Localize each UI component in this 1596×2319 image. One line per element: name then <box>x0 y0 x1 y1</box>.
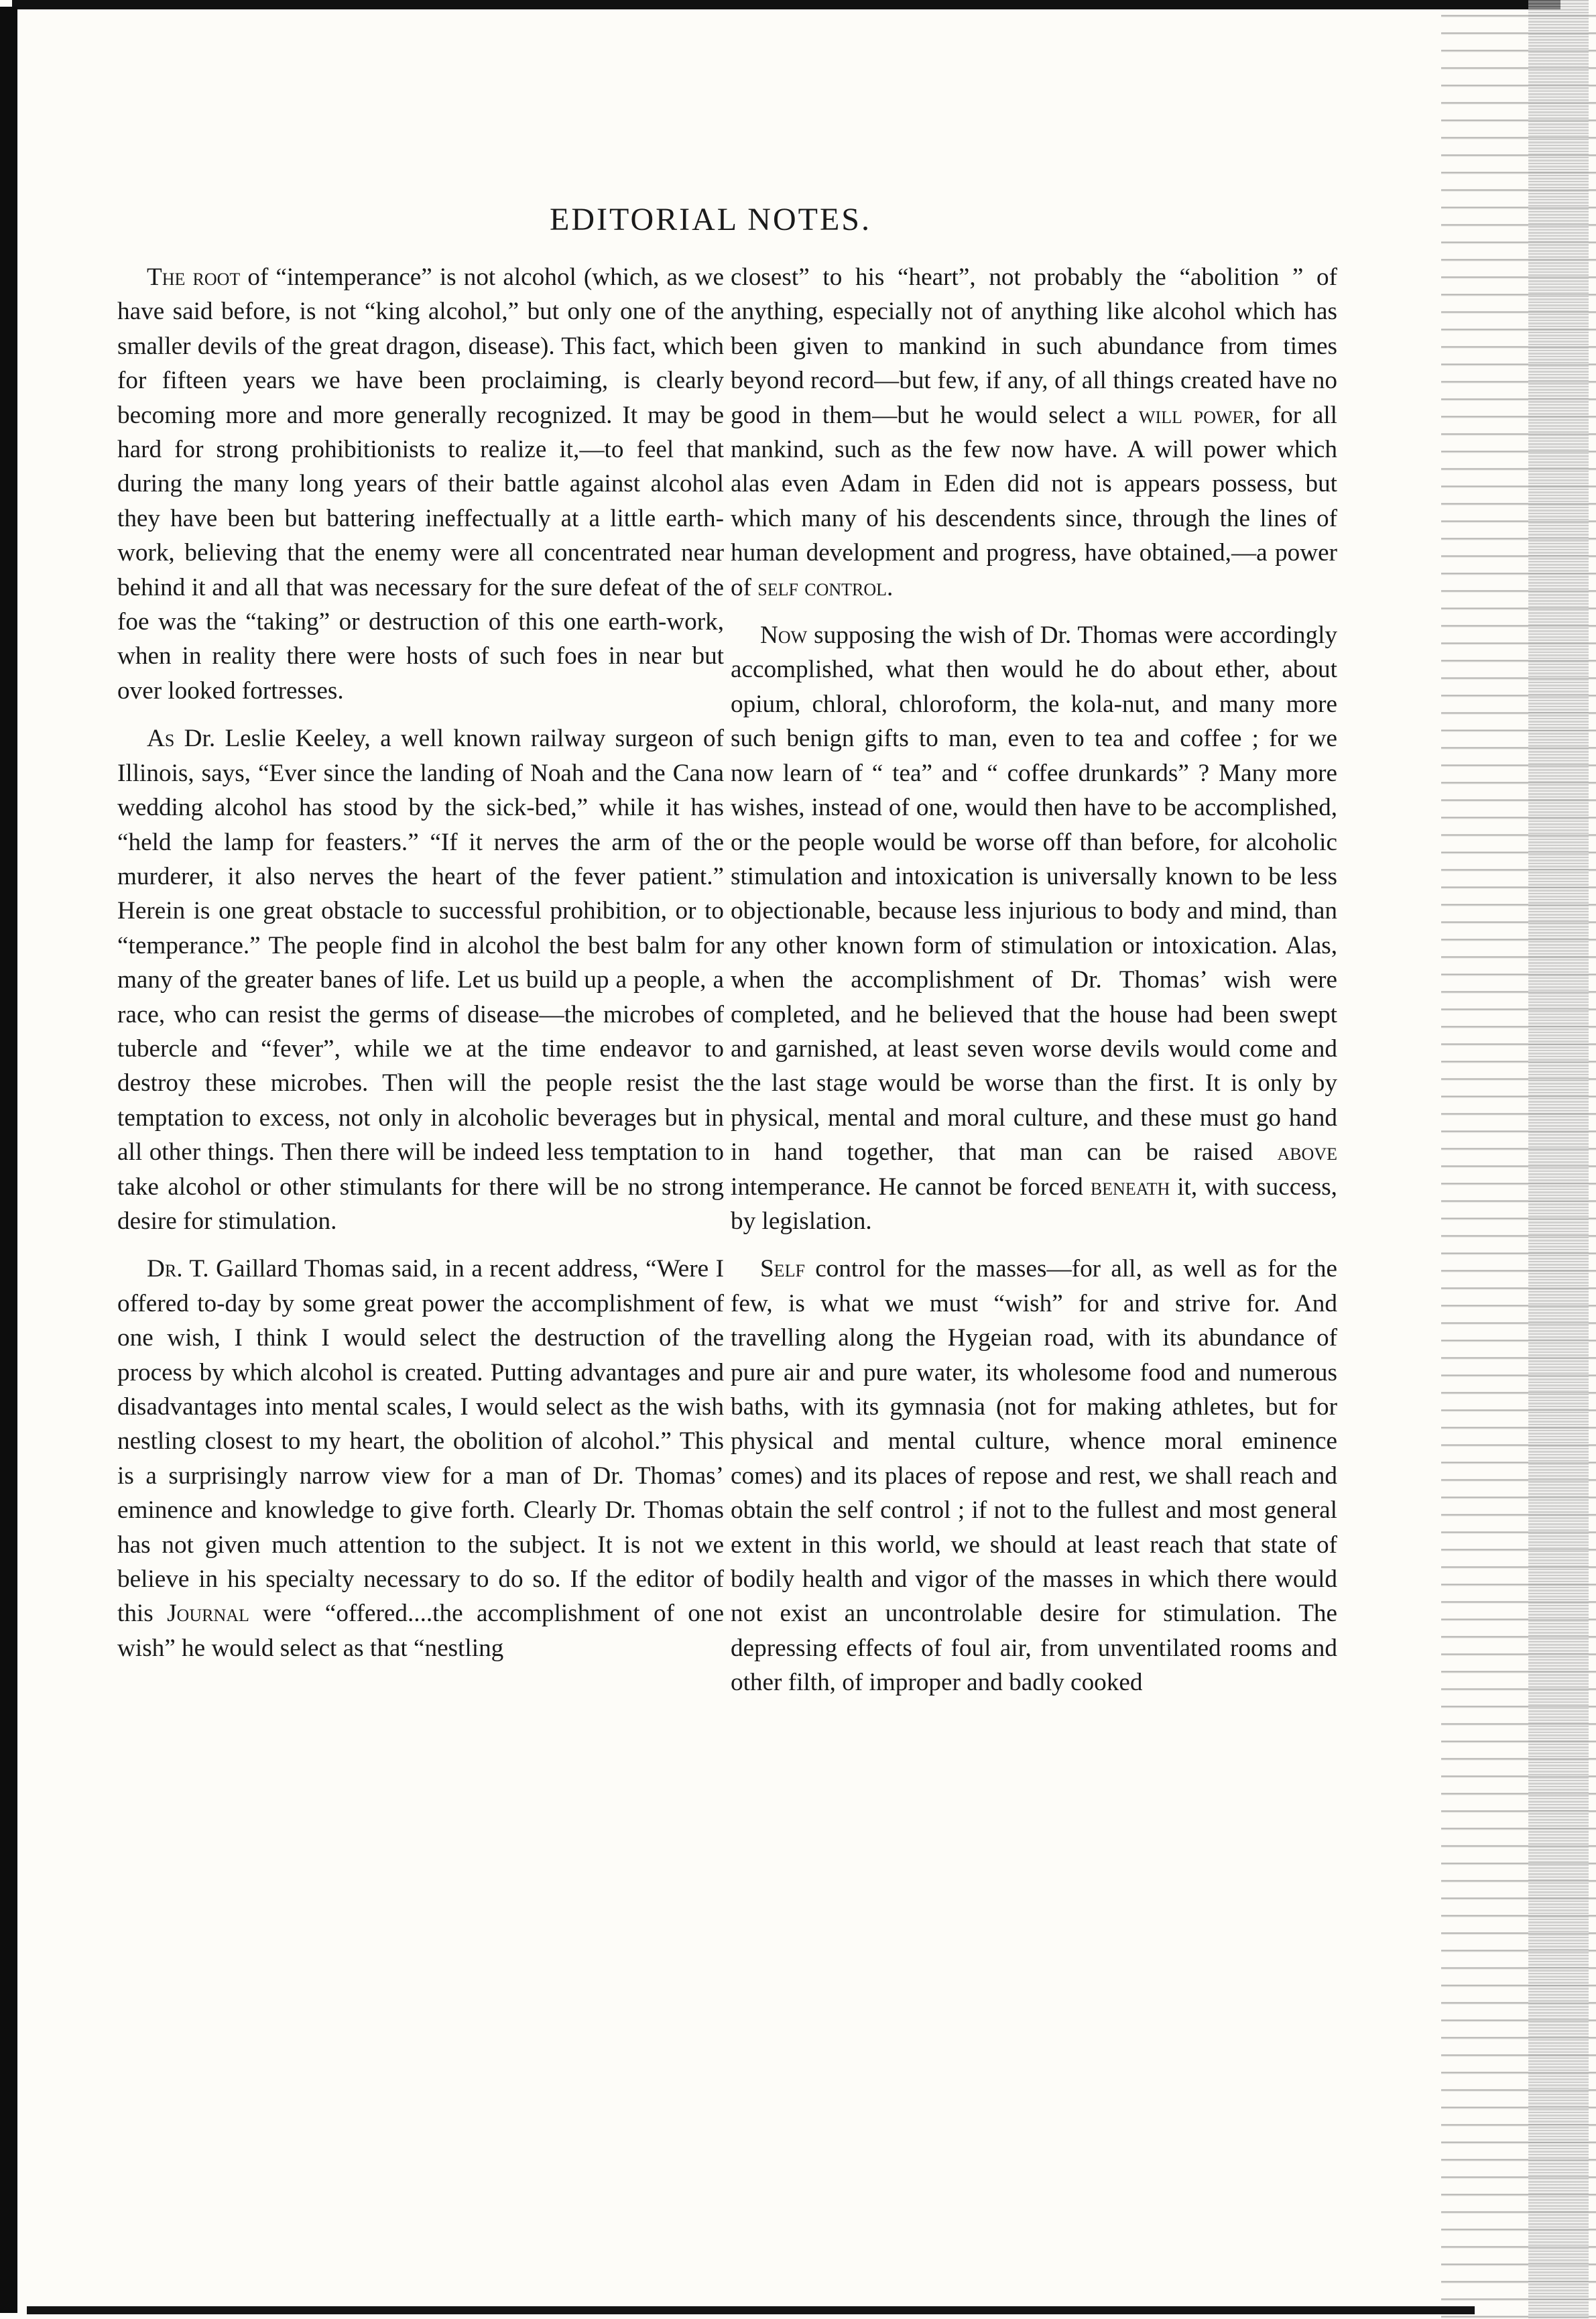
paragraph-text: control for the masses—for all, as well as for the few, is what we must “wish” for and strive for. And travelling along the Hygeian road, with its abundance of pure air and pure water, its wholesome food and numerous baths, with its gymnasia (not for making athletes, but for physical and mental culture, whence moral eminence comes) and its places of repose and rest, we shall reach and obtain the self control ; if not to the fullest and most general extent in this world, we should at least reach that state of bodily health and vigor of the masses in which there would not exist an uncontrolable desire for stimulation. The depressing effects of foul air, from unventilated rooms and other filth, of improper and badly cooked <box>731 1255 1337 1697</box>
paragraph-text: T. Gaillard Thomas said, in a recent address, “Were I offered to-day by some great power the accomplishment of one wish, I think I would select the destruction of the process by which alcohol is created. Putting advantages and disadvantages into mental scales, I would select as the wish nestling closest to my heart, the obolition of alcohol.” This is a surprisingly narrow view for a man of Dr. Thomas’ eminence and knowledge to give forth. Clearly Dr. Thomas has not given much attention to the subject. It is not we believe in his specialty necessary to do so. If the editor of this <box>117 1255 724 1628</box>
right-margin-scan-artifacts <box>1441 0 1596 2319</box>
paragraph-thomas <box>117 1252 724 1665</box>
page-bottom-border <box>27 2306 1475 2314</box>
paragraph-continuation <box>731 260 1337 605</box>
paragraph-keeley <box>117 721 724 1238</box>
paragraph-lead: Now <box>760 621 808 650</box>
page-top-border <box>12 0 1560 9</box>
paragraph-text: closest” to his “heart”, not probably the “abolition ” of anything, especially not of anything like alcohol which has been given to mankind in such abundance from times beyond record—but few, if any, of all things created have no good in them—but he would select a <box>731 263 1337 429</box>
paragraph-text: , for all mankind, such as the few now have. A will power which alas even Adam in Eden did not is appears possess, but which many of his descendents since, through the lines of human development and progress, have obtained,—a power of <box>731 401 1338 601</box>
paragraph-text: supposing the wish of Dr. Thomas were accordingly accomplished, what then would he do about ether, about opium, chloral, chloroform, the kola-nut, and many more such benign gifts to man, even to tea and coffee ; for we now learn of “ tea” and “ coffee drunkards” ? Many more wishes, instead of one, would then have to be accomplished, or the people would be worse off than before, for alcoholic stimulation and intoxication is universally known to be less objectionable, because less injurious to body and mind, than any other known form of stimulation or intoxication. Alas, when the accomplishment of Dr. Thomas’ wish were completed, and he believed that the house had been swept and garnished, at least seven worse devils would come and the last stage would be worse than the first. It is only by physical, mental and moral culture, and these must go hand in hand together, that man can be raised <box>731 621 1337 1167</box>
paragraph-lead: The root <box>147 263 241 291</box>
paragraph-text: of “intemperance” is not alcohol (which, as we have said before, is not “king alcohol,” but only one of the smaller devils of the great dragon, disease). This fact, which for fifteen years we have been proclaiming, is clearly becoming more and more generally recognized. It may be hard for strong prohibitionists to realize it,—to feel that during the many long years of their battle against alcohol they have been but battering ineffectually at a little earth-work, believing that the enemy were all concentrated near behind it and all that was necessary for the sure defeat of the foe was the “taking” or destruction of this one earth-work, when in reality there were hosts of such foes in near but over looked fortresses. <box>117 263 724 705</box>
left-column <box>117 260 724 1679</box>
self-control-emphasis: self control <box>757 573 887 601</box>
paragraph-root-of-intemperance <box>117 260 724 708</box>
paragraph-text: it, with success, by legislation. <box>731 1173 1337 1235</box>
paragraph-lead: Self <box>760 1255 805 1283</box>
paragraph-lead: Dr. <box>147 1255 183 1283</box>
paragraph-text: Dr. Leslie Keeley, a well known railway surgeon of Illinois, says, “Ever since the landing of Noah and the Cana wedding alcohol has stood by the sick-bed,” while it has “held the lamp for feasters.” “If it nerves the arm of the murderer, it also nerves the heart of the fever patient.” Herein is one great obstacle to successful prohibition, or to “temperance.” The people find in alcohol the best balm for many of the greater banes of life. Let us build up a people, a race, who can resist the germs of disease—the microbes of tubercle and “fever”, while we at the time endeavor to destroy these microbes. Then will the people resist the temptation to excess, not only in alcoholic beverages but in all other things. Then there will be indeed less temptation to take alcohol or other stimulants for there will be no strong desire for stimulation. <box>117 725 724 1235</box>
will-power-emphasis: will power <box>1138 401 1255 429</box>
paragraph-text: intemperance. He cannot be forced <box>731 1173 1091 1201</box>
paragraph-supposing-wish <box>731 618 1337 1238</box>
right-column <box>731 260 1337 1714</box>
above-emphasis: above <box>1277 1138 1337 1167</box>
paragraph-lead: As <box>147 725 175 753</box>
right-edge-strip <box>1528 0 1589 2319</box>
beneath-emphasis: beneath <box>1090 1173 1170 1201</box>
page-header: EDITORIAL NOTES. <box>550 202 871 237</box>
journal-word: Journal <box>167 1600 249 1628</box>
paragraph-self-control <box>731 1252 1337 1700</box>
paragraph-text: . <box>887 573 894 601</box>
paragraph-text: were “offered....the accomplishment of one wish” he would select as that “nestling <box>117 1600 724 1662</box>
page-left-binding-edge <box>0 7 17 2313</box>
